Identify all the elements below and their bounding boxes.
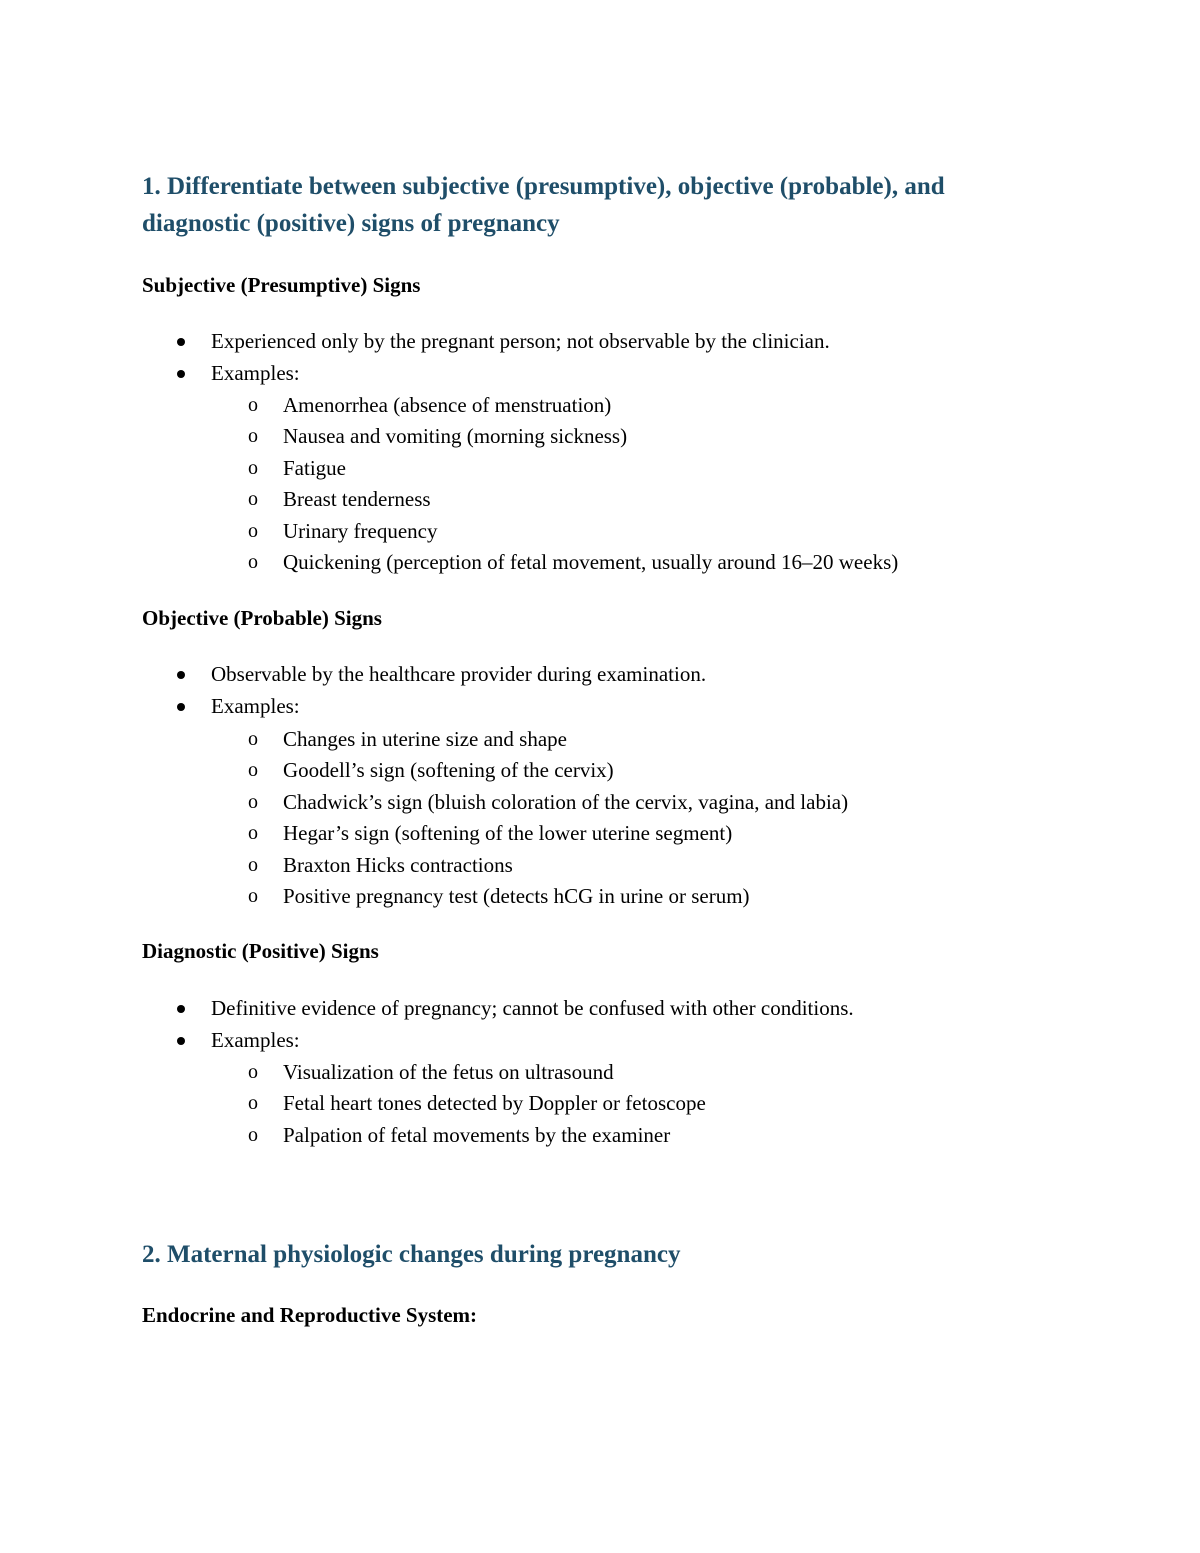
list-item-text: Fetal heart tones detected by Doppler or fetoscope [283, 1091, 706, 1116]
list-item [142, 881, 848, 912]
circle-bullet-icon: o [248, 1092, 258, 1115]
list-item-text: Changes in uterine size and shape [283, 727, 567, 751]
subjective-bullet-list [142, 325, 830, 389]
list-item [142, 658, 706, 690]
list-item [142, 390, 898, 421]
list-item [142, 516, 898, 547]
list-item [142, 421, 898, 452]
list-item [142, 547, 898, 578]
list-item-text: Experienced only by the pregnant person; not observable by the clinician. [211, 329, 830, 353]
list-item-text: Hegar’s sign (softening of the lower uterine segment) [283, 821, 733, 846]
list-item-text: Positive pregnancy test (detects hCG in urine or serum) [283, 883, 750, 908]
circle-bullet-icon: o [248, 728, 258, 750]
list-item-text: Examples: [211, 694, 300, 718]
list-item-text: Observable by the healthcare provider during examination. [211, 662, 707, 686]
circle-bullet-icon: o [248, 853, 258, 876]
list-item [142, 1120, 706, 1151]
circle-bullet-icon: o [248, 519, 258, 542]
subjective-signs-heading: Subjective (Presumptive) Signs [142, 273, 421, 297]
list-item [142, 724, 848, 755]
circle-bullet-icon: o [248, 488, 258, 511]
list-item-text: Braxton Hicks contractions [283, 852, 513, 877]
list-item [142, 357, 830, 389]
objective-examples-list [142, 724, 848, 912]
list-item [142, 850, 848, 881]
list-item [142, 755, 848, 786]
circle-bullet-icon: o [248, 759, 258, 782]
circle-bullet-icon: o [248, 550, 258, 573]
diagnostic-signs-heading: Diagnostic (Positive) Signs [142, 939, 379, 963]
subjective-examples-list [142, 390, 898, 578]
list-item-text: Urinary frequency [283, 518, 438, 543]
section-2-title: 2. Maternal physiologic changes during pregnancy [142, 1241, 681, 1268]
circle-bullet-icon: o [248, 1123, 258, 1146]
list-item [142, 484, 898, 515]
list-item-text: Fatigue [283, 455, 346, 480]
list-item-text: Examples: [211, 361, 300, 385]
list-item [142, 787, 848, 818]
list-item-text: Definitive evidence of pregnancy; cannot be confused with other conditions. [211, 996, 854, 1020]
bullet-icon [177, 370, 185, 378]
list-item [142, 1057, 706, 1088]
list-item [142, 690, 706, 722]
list-item-text: Quickening (perception of fetal movement, usually around 16–20 weeks) [283, 549, 899, 574]
section-1-title [142, 168, 1142, 242]
bullet-icon [177, 1037, 185, 1045]
bullet-icon [177, 671, 185, 679]
bullet-icon [177, 703, 185, 711]
circle-bullet-icon: o [248, 1061, 258, 1083]
circle-bullet-icon: o [248, 425, 258, 448]
list-item-text: Examples: [211, 1028, 300, 1052]
circle-bullet-icon: o [248, 456, 258, 479]
objective-signs-heading: Objective (Probable) Signs [142, 606, 382, 630]
list-item-text: Visualization of the fetus on ultrasound [283, 1060, 614, 1084]
list-item-text: Chadwick’s sign (bluish coloration of the cervix, vagina, and labia) [283, 789, 849, 814]
circle-bullet-icon: o [248, 822, 258, 845]
objective-bullet-list [142, 658, 706, 722]
list-item-text: Goodell’s sign (softening of the cervix) [283, 758, 614, 783]
list-item [142, 992, 854, 1024]
diagnostic-examples-list [142, 1057, 706, 1151]
circle-bullet-icon: o [248, 884, 258, 907]
list-item [142, 818, 848, 849]
list-item-text: Palpation of fetal movements by the examiner [283, 1122, 671, 1147]
endocrine-reproductive-heading: Endocrine and Reproductive System: [142, 1303, 478, 1327]
list-item [142, 325, 830, 357]
list-item-text: Breast tenderness [283, 487, 431, 512]
section-1-title-line-1: 1. Differentiate between subjective (presumptive), objective (probable), and [142, 173, 945, 200]
list-item-text: Amenorrhea (absence of menstruation) [283, 393, 612, 417]
circle-bullet-icon: o [248, 394, 258, 416]
bullet-icon [177, 338, 185, 346]
section-1-title-line-2: diagnostic (positive) signs of pregnancy [142, 210, 560, 237]
list-item [142, 1088, 706, 1119]
diagnostic-bullet-list [142, 992, 854, 1056]
bullet-icon [177, 1005, 185, 1013]
list-item-text: Nausea and vomiting (morning sickness) [283, 424, 628, 449]
list-item [142, 1024, 854, 1056]
circle-bullet-icon: o [248, 790, 258, 813]
list-item [142, 453, 898, 484]
